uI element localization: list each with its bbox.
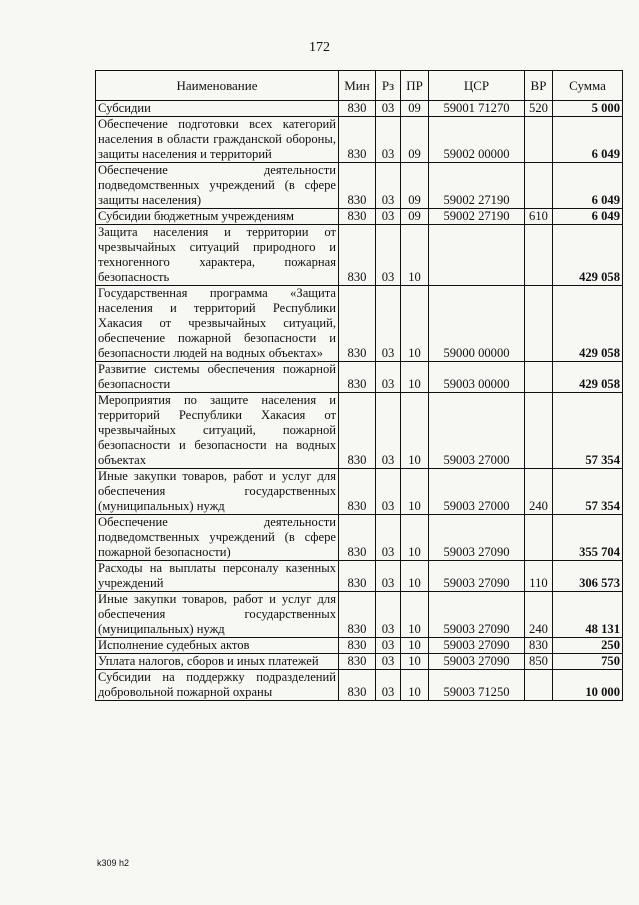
row-name: Иные закупки товаров, работ и услуг для обеспечения государственных (муниципальных) нужд <box>96 592 339 638</box>
row-name: Уплата налогов, сборов и иных платежей <box>96 654 339 670</box>
row-csr: 59003 27090 <box>429 638 525 654</box>
table-row <box>96 362 623 393</box>
row-sum: 5 000 <box>553 101 623 117</box>
row-csr: 59003 27090 <box>429 592 525 638</box>
row-sum: 6 049 <box>553 163 623 209</box>
header-min: Мин <box>339 71 376 101</box>
row-name: Обеспечение деятельности подведомственных учреждений (в сфере пожарной безопасности) <box>96 515 339 561</box>
row-min: 830 <box>339 515 376 561</box>
row-csr: 59003 27090 <box>429 515 525 561</box>
row-pr: 10 <box>401 469 429 515</box>
table-row <box>96 592 623 638</box>
row-rz: 03 <box>376 592 401 638</box>
row-name: Мероприятия по защите населения и территорий Республики Хакасия от чрезвычайных ситуаций, пожарной безопасности и безопасности на водных объектах <box>96 393 339 469</box>
row-sum: 10 000 <box>553 670 623 701</box>
row-min: 830 <box>339 163 376 209</box>
row-vr <box>525 163 553 209</box>
row-name: Развитие системы обеспечения пожарной безопасности <box>96 362 339 393</box>
row-pr: 10 <box>401 362 429 393</box>
row-rz: 03 <box>376 561 401 592</box>
row-name: Субсидии бюджетным учреждениям <box>96 209 339 225</box>
table-row <box>96 469 623 515</box>
row-sum: 429 058 <box>553 225 623 286</box>
table-row <box>96 209 623 225</box>
row-vr: 850 <box>525 654 553 670</box>
row-min: 830 <box>339 209 376 225</box>
row-name: Обеспечение деятельности подведомственных учреждений (в сфере защиты населения) <box>96 163 339 209</box>
table-header-row <box>96 71 623 101</box>
row-min: 830 <box>339 393 376 469</box>
page-number: 172 <box>309 40 330 55</box>
header-sum: Сумма <box>553 71 623 101</box>
row-min: 830 <box>339 117 376 163</box>
row-min: 830 <box>339 592 376 638</box>
table-row <box>96 638 623 654</box>
header-rz: Рз <box>376 71 401 101</box>
row-min: 830 <box>339 101 376 117</box>
header-csr: ЦСР <box>429 71 525 101</box>
table-row <box>96 101 623 117</box>
row-rz: 03 <box>376 670 401 701</box>
row-csr: 59003 27090 <box>429 561 525 592</box>
row-vr <box>525 362 553 393</box>
row-csr: 59000 00000 <box>429 286 525 362</box>
row-min: 830 <box>339 654 376 670</box>
row-sum: 6 049 <box>553 209 623 225</box>
table-row <box>96 163 623 209</box>
row-sum: 306 573 <box>553 561 623 592</box>
row-sum: 57 354 <box>553 469 623 515</box>
row-min: 830 <box>339 561 376 592</box>
row-vr: 520 <box>525 101 553 117</box>
row-pr: 10 <box>401 561 429 592</box>
row-pr: 10 <box>401 654 429 670</box>
row-sum: 750 <box>553 654 623 670</box>
row-rz: 03 <box>376 515 401 561</box>
row-name: Государственная программа «Защита населения и территорий Республики Хакасия от чрезвычайных ситуаций, обеспечение пожарной безопасности и безопасности людей на водных объектах» <box>96 286 339 362</box>
row-vr <box>525 515 553 561</box>
row-sum: 48 131 <box>553 592 623 638</box>
row-name: Защита населения и территории от чрезвычайных ситуаций природного и техногенного характера, пожарная безопасность <box>96 225 339 286</box>
table-row <box>96 225 623 286</box>
row-pr: 09 <box>401 163 429 209</box>
header-vr: ВР <box>525 71 553 101</box>
table-row <box>96 393 623 469</box>
table-row <box>96 561 623 592</box>
row-rz: 03 <box>376 101 401 117</box>
row-rz: 03 <box>376 393 401 469</box>
row-rz: 03 <box>376 654 401 670</box>
row-vr <box>525 393 553 469</box>
row-csr: 59002 27190 <box>429 209 525 225</box>
row-pr: 10 <box>401 670 429 701</box>
row-csr: 59003 27000 <box>429 393 525 469</box>
row-vr: 240 <box>525 592 553 638</box>
row-name: Обеспечение подготовки всех категорий населения в области гражданской обороны, защиты населения и территорий <box>96 117 339 163</box>
row-pr: 09 <box>401 117 429 163</box>
row-csr: 59003 00000 <box>429 362 525 393</box>
row-min: 830 <box>339 670 376 701</box>
row-csr: 59003 27090 <box>429 654 525 670</box>
row-pr: 10 <box>401 515 429 561</box>
row-min: 830 <box>339 225 376 286</box>
row-sum: 429 058 <box>553 362 623 393</box>
row-name: Субсидии <box>96 101 339 117</box>
row-sum: 6 049 <box>553 117 623 163</box>
row-vr <box>525 286 553 362</box>
row-name: Субсидии на поддержку подразделений добровольной пожарной охраны <box>96 670 339 701</box>
row-name: Расходы на выплаты персоналу казенных учреждений <box>96 561 339 592</box>
row-min: 830 <box>339 286 376 362</box>
header-pr: ПР <box>401 71 429 101</box>
row-rz: 03 <box>376 225 401 286</box>
row-csr: 59002 00000 <box>429 117 525 163</box>
table-row <box>96 515 623 561</box>
row-csr <box>429 225 525 286</box>
row-csr: 59001 71270 <box>429 101 525 117</box>
row-vr: 110 <box>525 561 553 592</box>
row-rz: 03 <box>376 638 401 654</box>
row-pr: 09 <box>401 209 429 225</box>
row-pr: 10 <box>401 286 429 362</box>
row-csr: 59003 71250 <box>429 670 525 701</box>
row-name: Иные закупки товаров, работ и услуг для обеспечения государственных (муниципальных) нужд <box>96 469 339 515</box>
row-sum: 429 058 <box>553 286 623 362</box>
row-pr: 09 <box>401 101 429 117</box>
row-min: 830 <box>339 469 376 515</box>
row-sum: 250 <box>553 638 623 654</box>
table-row <box>96 286 623 362</box>
row-pr: 10 <box>401 592 429 638</box>
row-vr <box>525 225 553 286</box>
row-rz: 03 <box>376 286 401 362</box>
row-csr: 59002 27190 <box>429 163 525 209</box>
table-row <box>96 670 623 701</box>
table-row <box>96 117 623 163</box>
row-vr: 610 <box>525 209 553 225</box>
row-min: 830 <box>339 362 376 393</box>
row-name: Исполнение судебных актов <box>96 638 339 654</box>
row-pr: 10 <box>401 393 429 469</box>
row-vr: 240 <box>525 469 553 515</box>
row-csr: 59003 27000 <box>429 469 525 515</box>
header-name: Наименование <box>96 71 339 101</box>
row-rz: 03 <box>376 362 401 393</box>
table-row <box>96 654 623 670</box>
row-pr: 10 <box>401 638 429 654</box>
row-min: 830 <box>339 638 376 654</box>
row-rz: 03 <box>376 117 401 163</box>
footer-code: k309 h2 <box>97 858 130 868</box>
row-vr <box>525 670 553 701</box>
row-vr: 830 <box>525 638 553 654</box>
row-sum: 57 354 <box>553 393 623 469</box>
row-rz: 03 <box>376 209 401 225</box>
row-vr <box>525 117 553 163</box>
row-rz: 03 <box>376 163 401 209</box>
row-pr: 10 <box>401 225 429 286</box>
row-rz: 03 <box>376 469 401 515</box>
budget-table <box>95 70 623 701</box>
row-sum: 355 704 <box>553 515 623 561</box>
